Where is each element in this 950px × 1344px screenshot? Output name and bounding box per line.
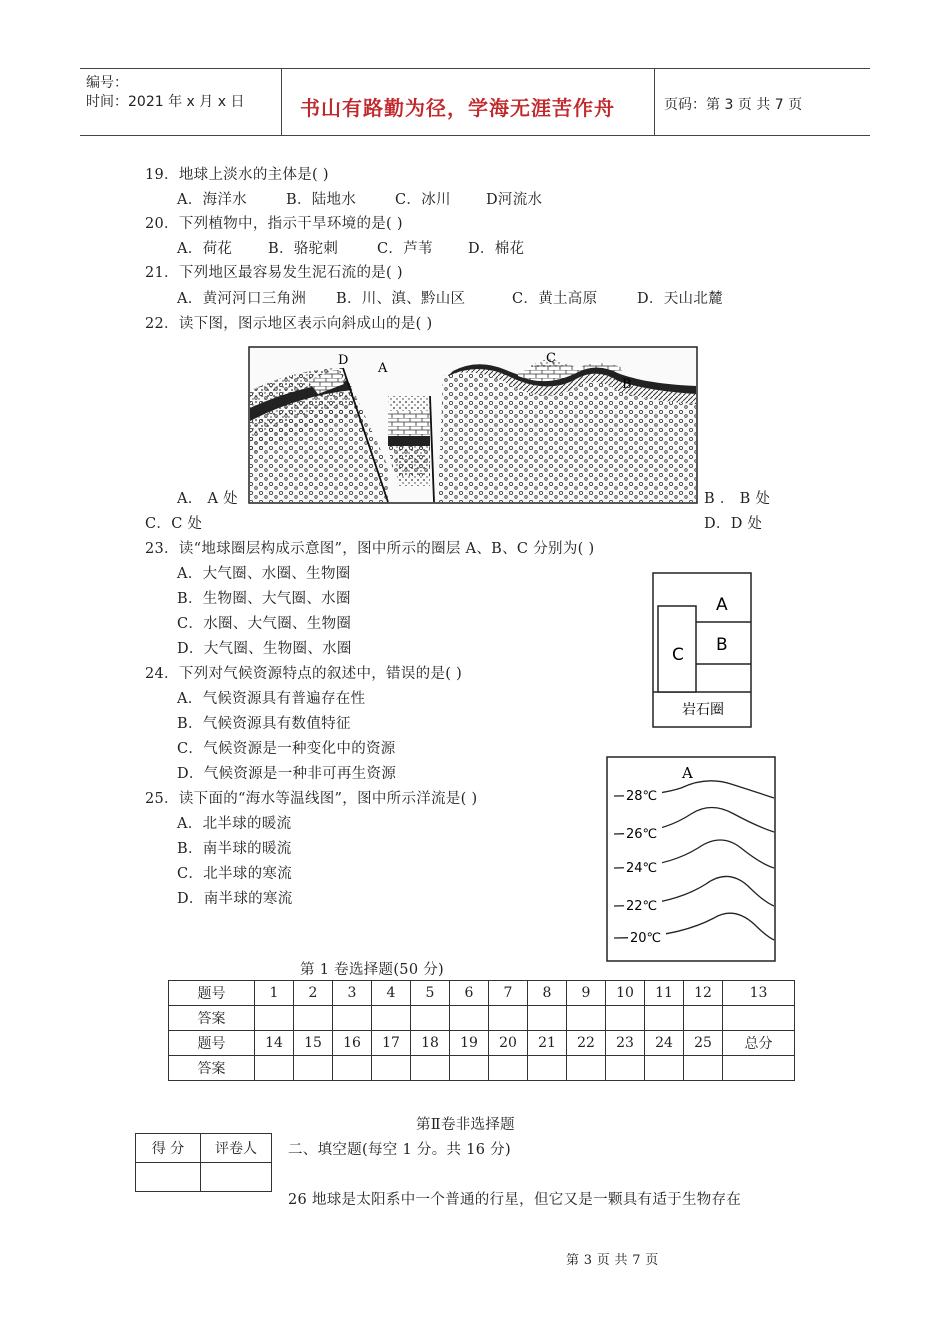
header-bottom-rule [80, 135, 870, 136]
q26-text: 26 地球是太阳系中一个普通的行星，但它又是一颗具有适于生物存在 [288, 1192, 742, 1208]
total-score-head: 总分 [723, 1031, 795, 1056]
fig23-label-b: B [716, 635, 728, 655]
question-number: 21 [528, 1031, 567, 1056]
answer-cell[interactable] [528, 1056, 567, 1081]
question-number: 2 [294, 981, 333, 1006]
q19-option-b: B．陆地水 [286, 192, 357, 208]
question-number: 6 [450, 981, 489, 1006]
answer-table [168, 980, 795, 1081]
answer-cell[interactable] [411, 1006, 450, 1031]
q23-option-d: D．大气圈、生物圈、水圈 [177, 641, 352, 657]
question-number: 5 [411, 981, 450, 1006]
table-head: 题号 [169, 981, 255, 1006]
header-divider-2 [654, 68, 655, 135]
table-head: 答案 [169, 1006, 255, 1031]
table-head: 答案 [169, 1056, 255, 1081]
answer-table-caption: 第 1 卷选择题(50 分) [300, 962, 445, 978]
question-number: 10 [606, 981, 645, 1006]
motto: 书山有路勤为径，学海无涯苦作舟 [300, 96, 615, 120]
answer-cell[interactable] [606, 1006, 645, 1031]
q21-option-b: B．川、滇、黔山区 [336, 291, 466, 307]
q22-option-c: C．C 处 [145, 516, 203, 532]
page-footer: 第 3 页 共 7 页 [566, 1253, 659, 1268]
code-label: 编号： [86, 75, 128, 91]
q20-option-c: C．芦苇 [377, 241, 433, 257]
answer-cell[interactable] [645, 1006, 684, 1031]
question-number: 14 [255, 1031, 294, 1056]
question-number: 12 [684, 981, 723, 1006]
q24-option-c: C．气候资源是一种变化中的资源 [177, 741, 396, 757]
score-label: 得 分 [136, 1134, 201, 1163]
answer-table-row [169, 1056, 795, 1081]
section-2-title: 第Ⅱ卷非选择题 [416, 1117, 515, 1133]
header-top-rule [80, 68, 870, 69]
q23-option-a: A．大气圈、水圈、生物圈 [177, 566, 351, 582]
fig22-label-d: D [338, 353, 349, 368]
isotherm-26: 26℃ [626, 827, 658, 842]
q25-option-a: A．北半球的暖流 [177, 816, 292, 832]
answer-cell[interactable] [684, 1056, 723, 1081]
earth-spheres-figure [652, 572, 752, 728]
question-number: 24 [645, 1031, 684, 1056]
question-number: 1 [255, 981, 294, 1006]
question-number: 19 [450, 1031, 489, 1056]
score-box [135, 1133, 272, 1192]
page-label: 页码：第 3 页 共 7 页 [664, 97, 803, 113]
q22-stem: 22．读下图，图示地区表示向斜成山的是( ) [145, 316, 433, 332]
q24-stem: 24．下列对气候资源特点的叙述中，错误的是( ) [145, 666, 463, 682]
answer-cell[interactable] [411, 1056, 450, 1081]
q22-option-a: A． A 处 [177, 491, 238, 507]
q20-option-d: D．棉花 [468, 241, 525, 257]
q23-stem: 23．读“地球圈层构成示意图”，图中所示的圈层 A、B、C 分别为( ) [145, 541, 595, 557]
q20-stem: 20．下列植物中，指示干旱环境的是( ) [145, 216, 403, 232]
q23-option-b: B．生物圈、大气圈、水圈 [177, 591, 351, 607]
fig22-label-b: B [622, 377, 632, 392]
question-number: 18 [411, 1031, 450, 1056]
q19-option-c: C．冰川 [395, 192, 451, 208]
header-divider-1 [281, 68, 282, 135]
q19-option-d: D河流水 [486, 192, 543, 208]
fold-cross-section-figure [248, 346, 698, 504]
question-number: 25 [684, 1031, 723, 1056]
isotherm-24: 24℃ [626, 861, 658, 876]
fig22-label-a: A [378, 361, 388, 376]
question-number: 22 [567, 1031, 606, 1056]
q21-option-c: C．黄土高原 [512, 291, 598, 307]
answer-cell[interactable] [567, 1006, 606, 1031]
q24-option-b: B．气候资源具有数值特征 [177, 716, 351, 732]
q19-option-a: A．海洋水 [177, 192, 247, 208]
q24-option-d: D．气候资源是一种非可再生资源 [177, 766, 397, 782]
question-number: 8 [528, 981, 567, 1006]
grader-cell[interactable] [201, 1163, 272, 1192]
question-number: 20 [489, 1031, 528, 1056]
isotherm-28: 28℃ [626, 789, 658, 804]
answer-cell[interactable] [567, 1056, 606, 1081]
q22-option-b: B ． B 处 [704, 491, 771, 507]
answer-cell[interactable] [606, 1056, 645, 1081]
q21-option-a: A．黄河河口三角洲 [177, 291, 307, 307]
question-number: 3 [333, 981, 372, 1006]
answer-cell[interactable] [528, 1006, 567, 1031]
answer-cell[interactable] [450, 1056, 489, 1081]
question-number: 23 [606, 1031, 645, 1056]
isotherm-22: 22℃ [626, 899, 658, 914]
answer-cell[interactable] [255, 1056, 294, 1081]
answer-cell[interactable] [372, 1056, 411, 1081]
answer-cell[interactable] [645, 1056, 684, 1081]
score-cell[interactable] [136, 1163, 201, 1192]
q20-option-a: A．荷花 [177, 241, 233, 257]
question-number: 13 [723, 981, 795, 1006]
fig23-label-c: C [672, 645, 684, 665]
answer-cell[interactable] [294, 1006, 333, 1031]
answer-cell[interactable] [372, 1006, 411, 1031]
answer-cell[interactable] [255, 1006, 294, 1031]
question-number: 16 [333, 1031, 372, 1056]
q20-option-b: B．骆驼刺 [268, 241, 339, 257]
q24-option-a: A．气候资源具有普遍存在性 [177, 691, 366, 707]
q23-option-c: C．水圈、大气圈、生物圈 [177, 616, 352, 632]
table-head: 题号 [169, 1031, 255, 1056]
fill-blank-title: 二、填空题(每空 1 分。共 16 分) [288, 1142, 511, 1158]
sea-isotherm-figure [606, 756, 776, 962]
fig23-lithosphere-label: 岩石圈 [682, 702, 724, 718]
total-score-cell[interactable] [723, 1056, 795, 1081]
q22-option-d: D．D 处 [704, 516, 763, 532]
question-number: 7 [489, 981, 528, 1006]
answer-cell[interactable] [489, 1006, 528, 1031]
time-label: 时间：2021 年 x 月 x 日 [86, 94, 245, 110]
question-number: 17 [372, 1031, 411, 1056]
answer-cell[interactable] [294, 1056, 333, 1081]
answer-cell[interactable] [450, 1006, 489, 1031]
answer-table-row [169, 981, 795, 1006]
q25-option-c: C．北半球的寒流 [177, 866, 292, 882]
q21-option-d: D．天山北麓 [637, 291, 723, 307]
question-number: 4 [372, 981, 411, 1006]
fig23-label-a: A [716, 595, 728, 615]
q21-stem: 21．下列地区最容易发生泥石流的是( ) [145, 265, 403, 281]
fig25-label-a: A [682, 764, 693, 782]
q25-option-b: B．南半球的暖流 [177, 841, 292, 857]
answer-cell[interactable] [489, 1056, 528, 1081]
answer-cell[interactable] [723, 1006, 795, 1031]
q25-stem: 25．读下面的“海水等温线图”，图中所示洋流是( ) [145, 791, 478, 807]
isotherm-20: 20℃ [630, 931, 662, 946]
question-number: 15 [294, 1031, 333, 1056]
answer-cell[interactable] [333, 1056, 372, 1081]
q25-option-d: D．南半球的寒流 [177, 891, 293, 907]
fig22-label-c: C [546, 351, 556, 366]
answer-cell[interactable] [333, 1006, 372, 1031]
question-number: 11 [645, 981, 684, 1006]
answer-table-row [169, 1031, 795, 1056]
grader-label: 评卷人 [201, 1134, 272, 1163]
answer-table-row [169, 1006, 795, 1031]
q19-stem: 19．地球上淡水的主体是( ) [145, 167, 329, 183]
question-number: 9 [567, 981, 606, 1006]
answer-cell[interactable] [684, 1006, 723, 1031]
